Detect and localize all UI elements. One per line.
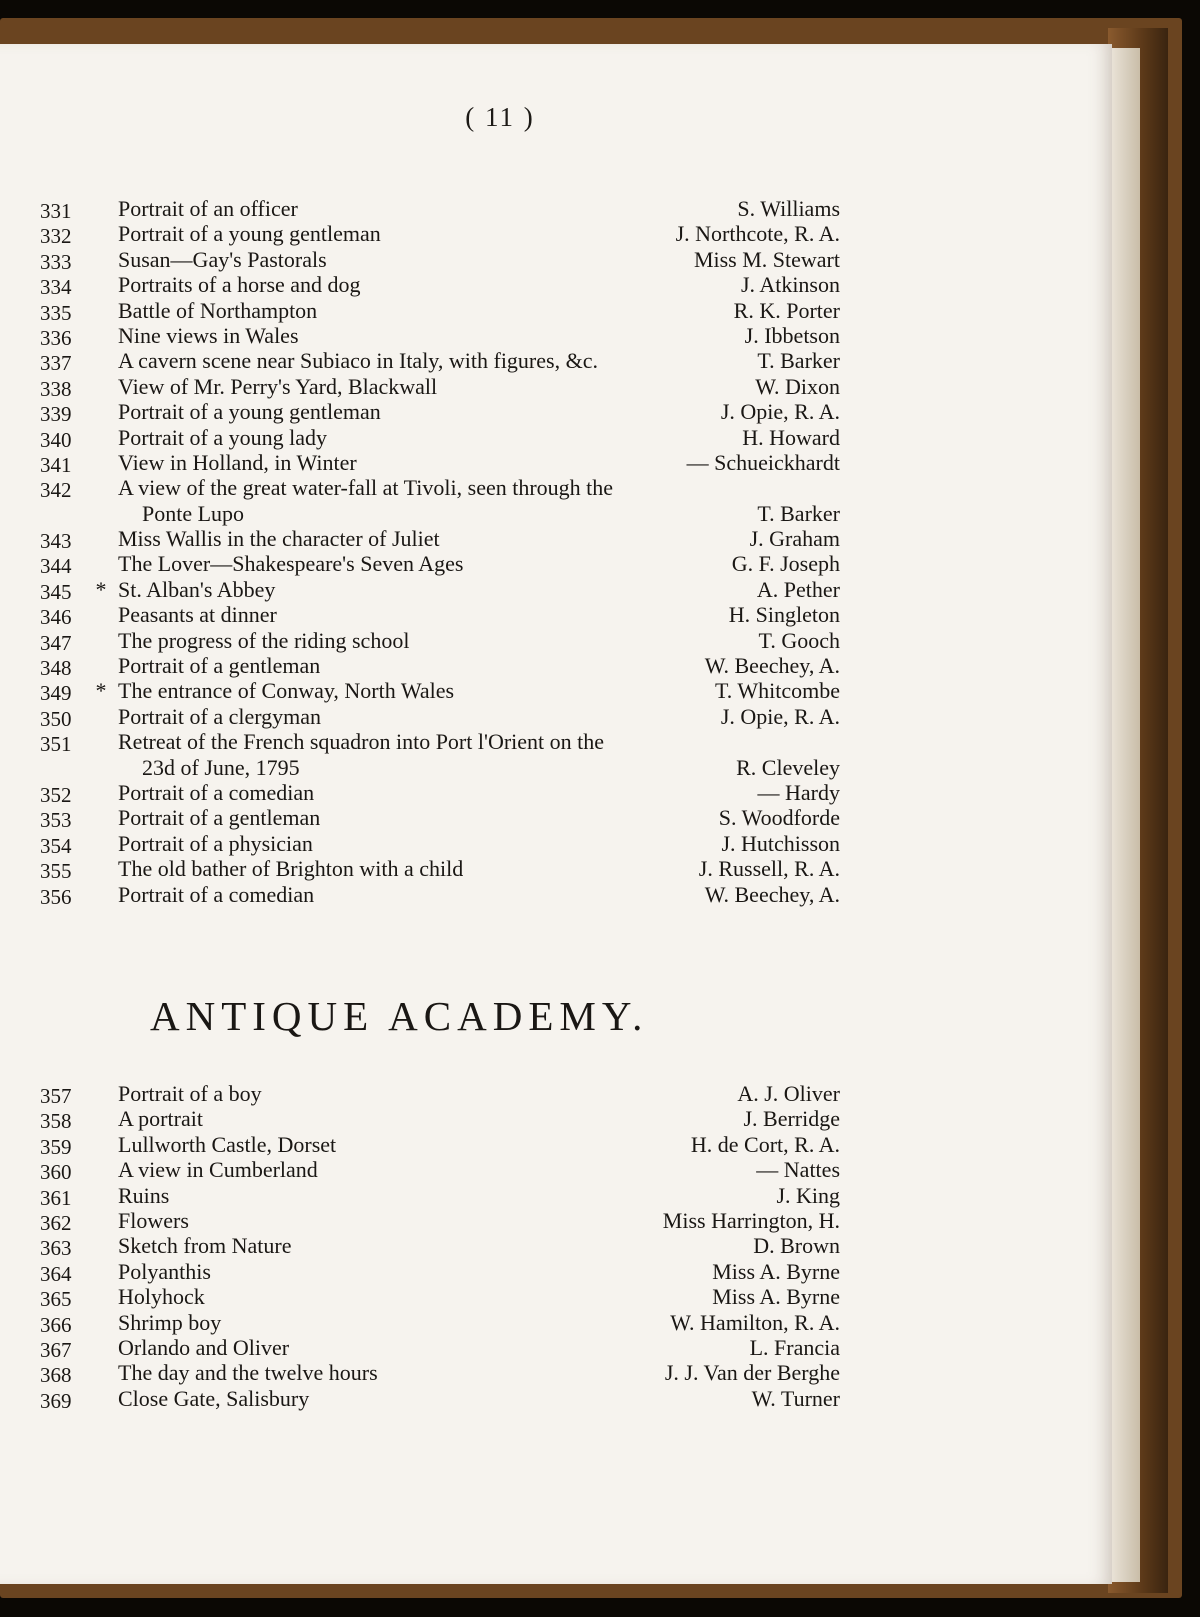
catalogue-entry — [0, 1310, 1000, 1335]
catalogue-entry — [0, 831, 1000, 856]
entry-number: 339 — [40, 402, 72, 427]
catalogue-entry — [0, 678, 1000, 706]
entry-title: Retreat of the French squadron into Port l'Orient on the — [118, 729, 605, 755]
catalogue-entry — [0, 323, 1000, 348]
entry-title: Close Gate, Salisbury — [118, 1385, 310, 1411]
entry-title: The progress of the riding school — [118, 627, 410, 653]
catalogue-entry — [0, 298, 1000, 323]
entry-title: Portrait of a gentleman — [118, 805, 321, 831]
entry-number: 336 — [40, 325, 72, 350]
entry-artist: — Schueickhardt — [686, 449, 840, 475]
entry-title: Portrait of an officer — [118, 196, 298, 221]
entry-title: Polyanthis — [118, 1258, 211, 1284]
entry-number: 334 — [40, 275, 72, 300]
catalogue-list-antique-academy — [0, 1081, 1000, 1411]
entry-artist: H. Howard — [742, 424, 840, 450]
entry-number: 349 — [40, 681, 72, 706]
entry-artist: J. Hutchisson — [721, 830, 840, 856]
catalogue-entry — [0, 805, 1000, 833]
catalogue-entry — [0, 551, 1000, 579]
catalogue-entry — [0, 1132, 1000, 1157]
entry-title: Shrimp boy — [118, 1309, 222, 1335]
entry-artist: — Nattes — [756, 1157, 840, 1183]
entry-title: The old bather of Brighton with a child — [118, 856, 464, 882]
entry-number: 342 — [40, 478, 72, 503]
entry-number: 351 — [40, 732, 72, 757]
entry-number: 340 — [40, 427, 72, 452]
catalogue-entry — [0, 526, 1000, 554]
entry-number: 333 — [40, 249, 72, 274]
catalogue-entry — [0, 374, 1000, 399]
entry-title: St. Alban's Abbey — [118, 576, 276, 602]
entry-number: 359 — [40, 1134, 72, 1159]
catalogue-entry — [0, 1106, 1000, 1134]
catalogue-entry — [0, 272, 1000, 300]
entry-title: A cavern scene near Subiaco in Italy, with figures, &c. — [118, 348, 598, 374]
section-heading: ANTIQUE ACADEMY. — [150, 993, 649, 1039]
entry-title: Nine views in Wales — [118, 322, 299, 348]
entry-number: 344 — [40, 554, 72, 579]
entry-title: Portrait of a comedian — [118, 779, 315, 805]
entry-number: 362 — [40, 1210, 72, 1235]
entry-title: Sketch from Nature — [118, 1233, 292, 1259]
entry-artist: H. Singleton — [728, 602, 840, 628]
entry-artist: Miss Harrington, H. — [662, 1207, 840, 1233]
entry-number: 361 — [40, 1185, 72, 1210]
entry-title: 23d of June, 1795 — [142, 754, 300, 780]
entry-number: 345 — [40, 579, 72, 604]
entry-number: 364 — [40, 1261, 72, 1286]
entry-artist: S. Williams — [737, 196, 840, 221]
page-stack-edge — [1112, 48, 1140, 1582]
entry-artist: J. Ibbetson — [744, 322, 840, 348]
entry-artist: A. J. Oliver — [737, 1081, 840, 1106]
entry-artist: L. Francia — [749, 1334, 840, 1360]
catalogue-entry — [0, 602, 1000, 630]
entry-number: 343 — [40, 529, 72, 554]
entry-title: The day and the twelve hours — [118, 1360, 378, 1386]
entry-title: The entrance of Conway, North Wales — [118, 678, 455, 704]
entry-title: Portrait of a young gentleman — [118, 221, 381, 247]
entry-title: Ruins — [118, 1182, 170, 1208]
catalogue-entry — [0, 577, 1000, 602]
catalogue-list-part-one — [0, 196, 1000, 907]
entry-artist: J. Northcote, R. A. — [675, 221, 840, 247]
entry-title: A view of the great water-fall at Tivoli, seen through the — [118, 475, 614, 501]
entry-number: 366 — [40, 1312, 72, 1337]
entry-title: Battle of Northampton — [118, 297, 318, 323]
catalogue-entry — [0, 1259, 1000, 1284]
catalogue-entry — [0, 1335, 1000, 1360]
entry-title: Flowers — [118, 1207, 189, 1233]
catalogue-entry — [0, 780, 1000, 805]
entry-title: Portrait of a gentleman — [118, 653, 321, 679]
entry-title: Portrait of a young gentleman — [118, 399, 381, 425]
catalogue-entry — [0, 475, 1000, 503]
entry-number: 347 — [40, 630, 72, 655]
catalogue-entry — [0, 1208, 1000, 1233]
entry-artist: J. Graham — [749, 526, 840, 552]
entry-title: View of Mr. Perry's Yard, Blackwall — [118, 373, 438, 399]
entry-artist: G. F. Joseph — [731, 551, 840, 577]
entry-title: Portrait of a young lady — [118, 424, 327, 450]
entry-number: 358 — [40, 1109, 72, 1134]
entry-artist: R. Cleveley — [736, 754, 840, 780]
entry-artist: D. Brown — [753, 1233, 840, 1259]
entry-title: View in Holland, in Winter — [118, 449, 357, 475]
entry-number: 346 — [40, 605, 72, 630]
entry-artist: J. Atkinson — [740, 272, 840, 298]
catalogue-entry — [0, 348, 1000, 376]
entry-artist: Miss M. Stewart — [693, 246, 840, 272]
catalogue-entry — [0, 247, 1000, 272]
entry-number: 363 — [40, 1236, 72, 1261]
catalogue-entry — [0, 221, 1000, 249]
entry-number: 354 — [40, 833, 72, 858]
entry-artist: T. Barker — [757, 348, 840, 374]
entry-number: 368 — [40, 1363, 72, 1388]
entry-number: 348 — [40, 656, 72, 681]
catalogue-entry — [0, 1157, 1000, 1185]
entry-artist: J. Opie, R. A. — [720, 399, 840, 425]
catalogue-entry — [0, 196, 1000, 221]
asterisk-mark: * — [95, 576, 107, 602]
catalogue-entry — [0, 1081, 1000, 1106]
entry-artist: R. K. Porter — [733, 297, 840, 323]
entry-number: 337 — [40, 351, 72, 376]
catalogue-entry — [0, 1284, 1000, 1312]
catalogue-entry — [0, 1360, 1000, 1388]
entry-title: A view in Cumberland — [118, 1157, 318, 1183]
entry-title: Lullworth Castle, Dorset — [118, 1131, 337, 1157]
catalogue-entry — [0, 704, 1000, 729]
entry-artist: A. Pether — [756, 576, 840, 602]
entry-artist: Miss A. Byrne — [712, 1284, 840, 1310]
entry-artist: T. Barker — [757, 500, 840, 526]
entry-title: Portrait of a clergyman — [118, 703, 322, 729]
entry-number: 341 — [40, 452, 72, 477]
entry-artist: J. J. Van der Berghe — [664, 1360, 840, 1386]
entry-number: 338 — [40, 376, 72, 401]
entry-artist: T. Whitcombe — [714, 678, 840, 704]
catalogue-entry — [0, 450, 1000, 475]
entry-artist: W. Beechey, A. — [704, 881, 840, 907]
catalogue-entry-continuation — [0, 755, 1000, 780]
entry-number: 352 — [40, 782, 72, 807]
page-number: ( 11 ) — [465, 102, 535, 132]
entry-title: Holyhock — [118, 1284, 205, 1310]
entry-artist: W. Hamilton, R. A. — [670, 1309, 840, 1335]
catalogue-entry — [0, 1233, 1000, 1261]
asterisk-mark: * — [95, 678, 107, 704]
entry-title: Portrait of a physician — [118, 830, 313, 856]
catalogue-entry — [0, 729, 1000, 757]
entry-artist: W. Turner — [751, 1385, 840, 1411]
entry-number: 357 — [40, 1084, 72, 1108]
entry-number: 353 — [40, 808, 72, 833]
book-page — [0, 44, 1112, 1584]
entry-artist: W. Beechey, A. — [704, 653, 840, 679]
catalogue-entry — [0, 1386, 1000, 1411]
entry-artist: J. Russell, R. A. — [698, 856, 840, 882]
entry-title: Ponte Lupo — [142, 500, 245, 526]
catalogue-entry — [0, 653, 1000, 681]
entry-title: Portraits of a horse and dog — [118, 272, 361, 298]
entry-number: 360 — [40, 1160, 72, 1185]
entry-artist: — Hardy — [757, 779, 840, 805]
entry-number: 365 — [40, 1287, 72, 1312]
catalogue-entry — [0, 399, 1000, 427]
catalogue-entry-continuation — [0, 501, 1000, 526]
entry-artist: Miss A. Byrne — [712, 1258, 840, 1284]
entry-title: A portrait — [118, 1106, 203, 1132]
entry-artist: H. de Cort, R. A. — [690, 1131, 840, 1157]
entry-artist: J. Opie, R. A. — [720, 703, 840, 729]
catalogue-entry — [0, 425, 1000, 450]
entry-artist: T. Gooch — [758, 627, 840, 653]
catalogue-entry — [0, 856, 1000, 884]
entry-title: Portrait of a boy — [118, 1081, 262, 1106]
catalogue-entry — [0, 882, 1000, 907]
entry-number: 367 — [40, 1337, 72, 1362]
catalogue-entry — [0, 628, 1000, 653]
entry-number: 350 — [40, 706, 72, 731]
entry-title: Peasants at dinner — [118, 602, 277, 628]
entry-title: Orlando and Oliver — [118, 1334, 290, 1360]
entry-number: 332 — [40, 224, 72, 249]
entry-artist: J. King — [776, 1182, 840, 1208]
entry-number: 335 — [40, 300, 72, 325]
entry-number: 355 — [40, 859, 72, 884]
entry-number: 331 — [40, 199, 72, 223]
entry-title: The Lover—Shakespeare's Seven Ages — [118, 551, 464, 577]
entry-artist: S. Woodforde — [718, 805, 840, 831]
entry-number: 356 — [40, 884, 72, 909]
entry-title: Miss Wallis in the character of Juliet — [118, 526, 440, 552]
catalogue-entry — [0, 1183, 1000, 1208]
entry-artist: W. Dixon — [755, 373, 840, 399]
entry-title: Susan—Gay's Pastorals — [118, 246, 327, 272]
entry-title: Portrait of a comedian — [118, 881, 315, 907]
entry-artist: J. Berridge — [743, 1106, 840, 1132]
entry-number: 369 — [40, 1388, 72, 1413]
